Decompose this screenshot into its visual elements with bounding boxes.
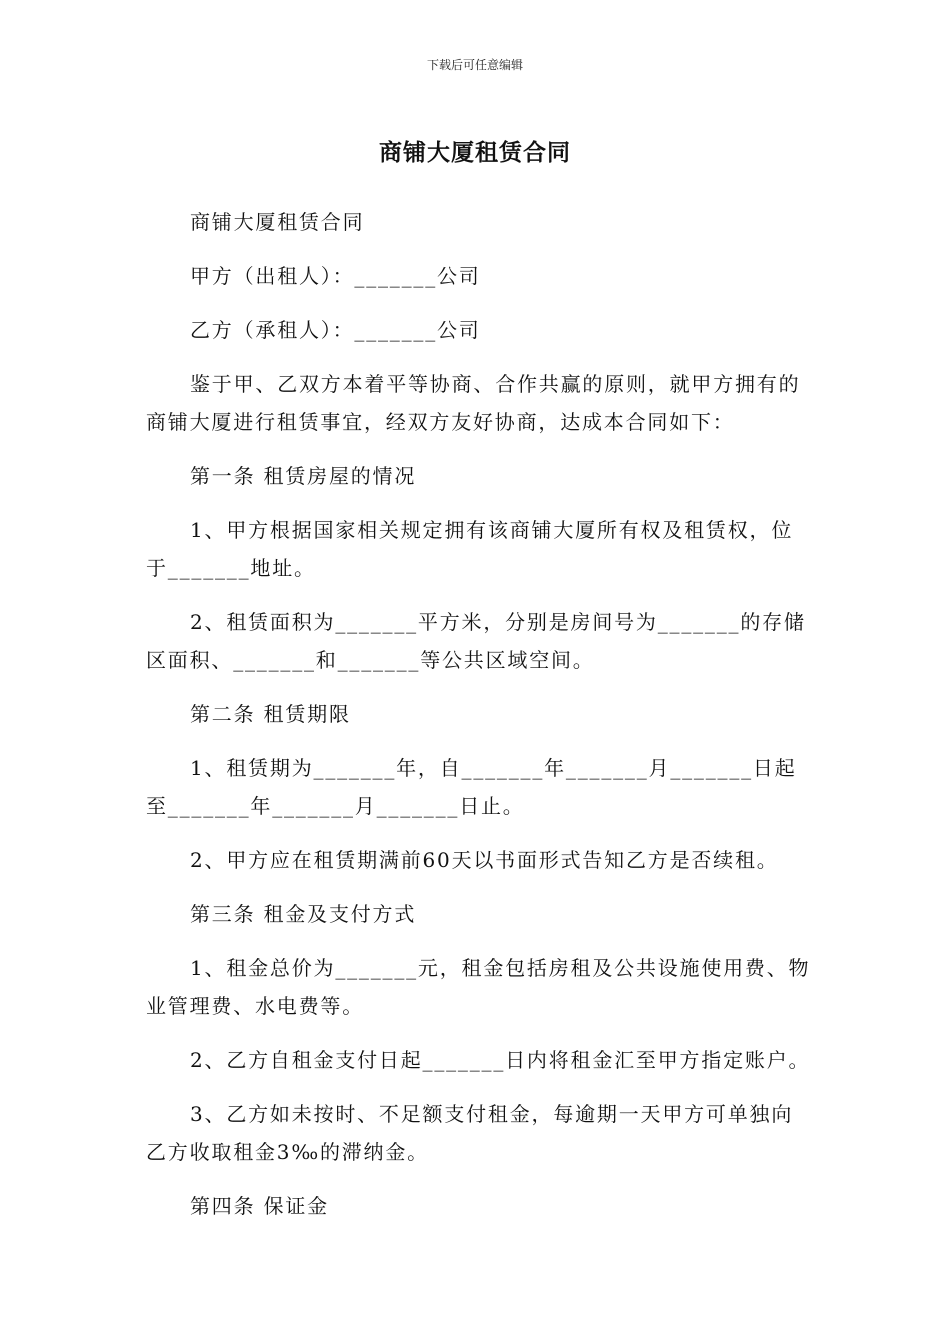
clause-2-2: 2、甲方应在租赁期满前60天以书面形式告知乙方是否续租。 xyxy=(190,848,779,872)
header-note: 下载后可任意编辑 xyxy=(426,58,523,72)
paragraph-party-b: 乙方（承租人）：_______公司 xyxy=(190,318,481,342)
document-title: 商铺大厦租赁合同 xyxy=(379,140,571,166)
clause-2-1: 1、租赁期为_______年，自_______年_______月_______日起至_______年_______月_______日止。 xyxy=(146,756,797,818)
clause-3-3: 3、乙方如未按时、不足额支付租金，每逾期一天甲方可单独向乙方收取租金3‰的滞纳金。 xyxy=(146,1102,794,1164)
section-heading-3: 第三条 租金及支付方式 xyxy=(190,902,417,926)
paragraph-party-a: 甲方（出租人）：_______公司 xyxy=(190,264,481,288)
section-heading-4: 第四条 保证金 xyxy=(190,1194,329,1218)
document-body xyxy=(146,203,814,1241)
paragraph-subtitle: 商铺大厦租赁合同 xyxy=(190,210,365,234)
clause-3-2: 2、乙方自租金支付日起_______日内将租金汇至甲方指定账户。 xyxy=(190,1048,811,1072)
section-heading-2: 第二条 租赁期限 xyxy=(190,702,351,726)
clause-1-2: 2、租赁面积为_______平方米，分别是房间号为_______的存储区面积、_______和_______等公共区域空间。 xyxy=(146,610,806,672)
clause-3-1: 1、租金总价为_______元，租金包括房租及公共设施使用费、物业管理费、水电费等。 xyxy=(146,956,811,1018)
clause-1-1: 1、甲方根据国家相关规定拥有该商铺大厦所有权及租赁权，位于_______地址。 xyxy=(146,518,794,580)
section-heading-1: 第一条 租赁房屋的情况 xyxy=(190,464,417,488)
paragraph-preamble: 鉴于甲、乙双方本着平等协商、合作共赢的原则，就甲方拥有的商铺大厦进行租赁事宜，经双方友好协商，达成本合同如下： xyxy=(146,372,801,434)
